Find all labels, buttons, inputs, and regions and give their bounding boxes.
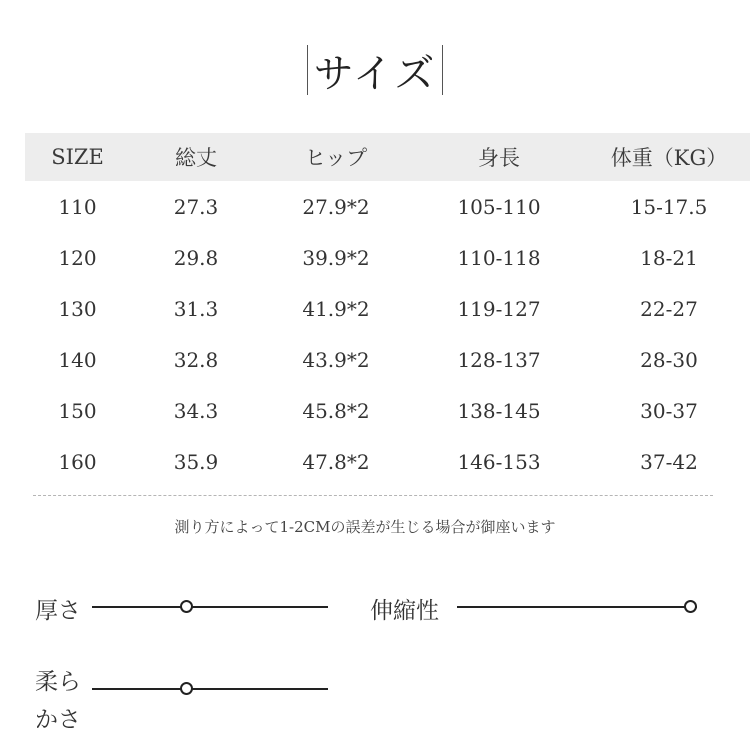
table-cell: 18-21	[640, 245, 698, 270]
softness-label-line2: かさ	[35, 707, 81, 733]
header-length: 総丈	[175, 146, 217, 170]
table-row	[25, 436, 750, 487]
stretch-scale	[457, 606, 697, 608]
size-table	[25, 133, 750, 487]
title-bar-right	[442, 45, 443, 95]
title-bar-left	[307, 45, 308, 95]
table-cell: 27.3	[173, 194, 219, 219]
table-cell: 15-17.5	[630, 194, 708, 219]
softness-scale	[92, 688, 328, 690]
table-cell: 140	[58, 347, 97, 372]
table-cell: 31.3	[173, 296, 219, 321]
title-text: サイズ	[313, 51, 437, 97]
table-cell: 105-110	[457, 194, 541, 219]
header-hip: ヒップ	[304, 146, 368, 170]
table-cell: 146-153	[457, 449, 541, 474]
table-header-row	[25, 133, 750, 181]
page-title	[0, 42, 750, 99]
softness-label-line1: 柔ら	[35, 669, 81, 695]
table-cell: 27.9*2	[302, 194, 370, 219]
table-cell: 138-145	[457, 398, 541, 423]
table-cell: 110-118	[457, 245, 541, 270]
table-cell: 43.9*2	[302, 347, 370, 372]
softness-indicator	[180, 682, 193, 695]
table-cell: 120	[58, 245, 97, 270]
table-cell: 41.9*2	[302, 296, 370, 321]
header-height: 身長	[478, 146, 520, 170]
table-cell: 128-137	[457, 347, 541, 372]
table-row	[25, 232, 750, 283]
thickness-label: 厚さ	[35, 598, 81, 624]
table-cell: 39.9*2	[302, 245, 370, 270]
table-cell: 30-37	[640, 398, 698, 423]
thickness-indicator	[180, 600, 193, 613]
table-cell: 119-127	[457, 296, 541, 321]
stretch-indicator	[684, 600, 697, 613]
table-row	[25, 334, 750, 385]
table-cell: 32.8	[173, 347, 219, 372]
table-cell: 130	[58, 296, 97, 321]
table-cell: 29.8	[173, 245, 219, 270]
dashed-divider	[33, 495, 713, 496]
table-cell: 160	[58, 449, 97, 474]
table-cell: 37-42	[640, 449, 698, 474]
measurement-note: 測り方によって1-2CMの誤差が生じる場合が御座います	[174, 518, 556, 536]
stretch-label: 伸縮性	[370, 598, 439, 624]
table-cell: 35.9	[173, 449, 219, 474]
table-cell: 34.3	[173, 398, 219, 423]
table-cell: 47.8*2	[302, 449, 370, 474]
table-row	[25, 283, 750, 334]
table-cell: 45.8*2	[302, 398, 370, 423]
table-cell: 110	[58, 194, 97, 219]
table-row	[25, 181, 750, 232]
header-weight: 体重（KG）	[610, 146, 728, 170]
table-cell: 150	[58, 398, 97, 423]
header-size: SIZE	[51, 145, 104, 169]
thickness-scale	[92, 606, 328, 608]
table-cell: 22-27	[640, 296, 698, 321]
table-cell: 28-30	[640, 347, 698, 372]
table-row	[25, 385, 750, 436]
